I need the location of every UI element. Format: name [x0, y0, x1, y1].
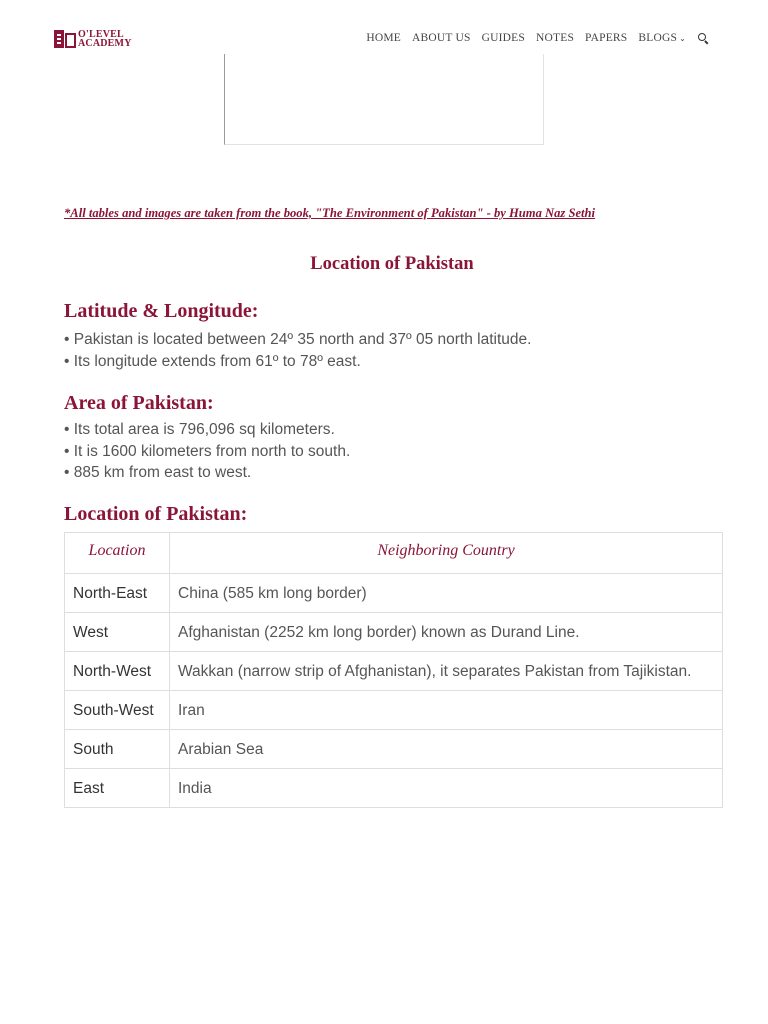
cell-location: South-West	[65, 691, 170, 730]
nav-blogs[interactable]	[638, 32, 686, 44]
nav-papers[interactable]: PAPERS	[585, 32, 628, 44]
section-heading-area: Area of Pakistan:	[64, 392, 214, 414]
area-bullets	[64, 419, 350, 484]
page-title: Location of Pakistan	[310, 254, 474, 274]
cell-location: North-West	[65, 652, 170, 691]
section-heading-latitude: Latitude & Longitude:	[64, 300, 259, 322]
search-icon[interactable]	[697, 32, 709, 44]
source-credit-link[interactable]: *All tables and images are taken from the book, "The Environment of Pakistan" - by Huma Naz Sethi	[64, 206, 596, 220]
bullet-item: • It is 1600 kilometers from north to south.	[64, 442, 351, 460]
cell-country: Arabian Sea	[170, 730, 723, 769]
latitude-bullets	[64, 329, 531, 372]
nav-home[interactable]: HOME	[366, 32, 402, 44]
table-row	[65, 652, 723, 691]
article-image	[224, 54, 544, 145]
bullet-item: • Pakistan is located between 24º 35 north and 37º 05 north latitude.	[64, 331, 532, 348]
chevron-down-icon: ⌄	[679, 34, 686, 43]
table-header-row	[65, 533, 723, 574]
bullet-item: • Its longitude extends from 61º to 78º east.	[64, 352, 361, 370]
cell-country: Afghanistan (2252 km long border) known as Durand Line.	[170, 613, 723, 652]
column-header-location: Location	[65, 533, 170, 574]
table-row	[65, 769, 723, 808]
nav-guides[interactable]: GUIDES	[481, 32, 525, 44]
table-row	[65, 691, 723, 730]
cell-country: India	[170, 769, 723, 808]
cell-location: North-East	[65, 574, 170, 613]
bullet-item: • 885 km from east to west.	[64, 464, 252, 481]
logo-text	[78, 30, 132, 48]
cell-country: Iran	[170, 691, 723, 730]
cell-country: China (585 km long border)	[170, 574, 723, 613]
column-header-country: Neighboring Country	[170, 533, 723, 574]
nav-blogs-label: BLOGS	[638, 32, 678, 44]
nav-about-us[interactable]: ABOUT US	[412, 32, 471, 44]
bullet-item: • Its total area is 796,096 sq kilometers.	[64, 421, 335, 438]
site-logo[interactable]	[54, 30, 132, 48]
main-nav	[355, 32, 709, 44]
neighbors-table	[64, 532, 723, 808]
cell-location: East	[65, 769, 170, 808]
logo-line-1: O'LEVEL	[78, 29, 124, 40]
table-row	[65, 613, 723, 652]
logo-book-icon	[54, 30, 76, 48]
cell-location: South	[65, 730, 170, 769]
section-heading-location: Location of Pakistan:	[64, 503, 248, 525]
logo-line-2: ACADEMY	[78, 38, 132, 49]
nav-notes[interactable]: NOTES	[535, 32, 575, 44]
table-row	[65, 730, 723, 769]
cell-country: Wakkan (narrow strip of Afghanistan), it separates Pakistan from Tajikistan.	[170, 652, 723, 691]
cell-location: West	[65, 613, 170, 652]
table-row	[65, 574, 723, 613]
